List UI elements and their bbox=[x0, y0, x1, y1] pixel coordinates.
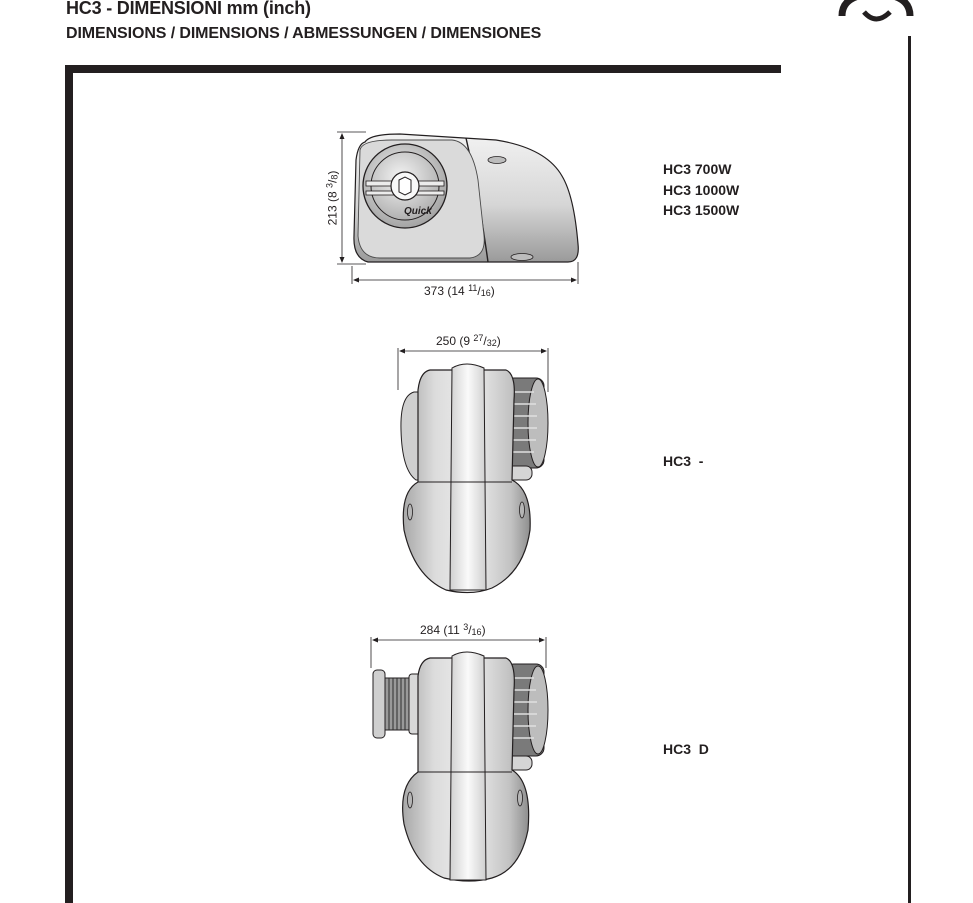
front-width-dimension-label: 250 (9 $^{27}/_{32}$) bbox=[436, 333, 501, 348]
drum-view-drawing bbox=[371, 637, 548, 881]
model-label: HC3 700W bbox=[663, 161, 732, 177]
front-model-label: HC3 - bbox=[663, 453, 704, 469]
side-model-list bbox=[663, 159, 739, 221]
height-dimension-label: 213 (8 $^3/_8$) bbox=[324, 170, 340, 226]
drum-width-dimension-label: 284 (11 $^3/_{16}$) bbox=[420, 622, 486, 637]
length-dimension-label: 373 (14 $^{11}/_{16}$) bbox=[424, 283, 495, 298]
front-view-drawing bbox=[398, 348, 548, 593]
drum-model-label: HC3 D bbox=[663, 741, 709, 757]
model-label: HC3 1500W bbox=[663, 202, 740, 218]
side-view-drawing bbox=[337, 132, 578, 284]
brand-mark-text: Quick bbox=[404, 206, 432, 217]
model-label: HC3 1000W bbox=[663, 181, 740, 198]
page-title: HC3 - DIMENSIONI mm (inch) bbox=[66, 0, 311, 18]
page-subtitle: DIMENSIONS / DIMENSIONS / ABMESSUNGEN / DIMENSIONES bbox=[66, 25, 542, 42]
